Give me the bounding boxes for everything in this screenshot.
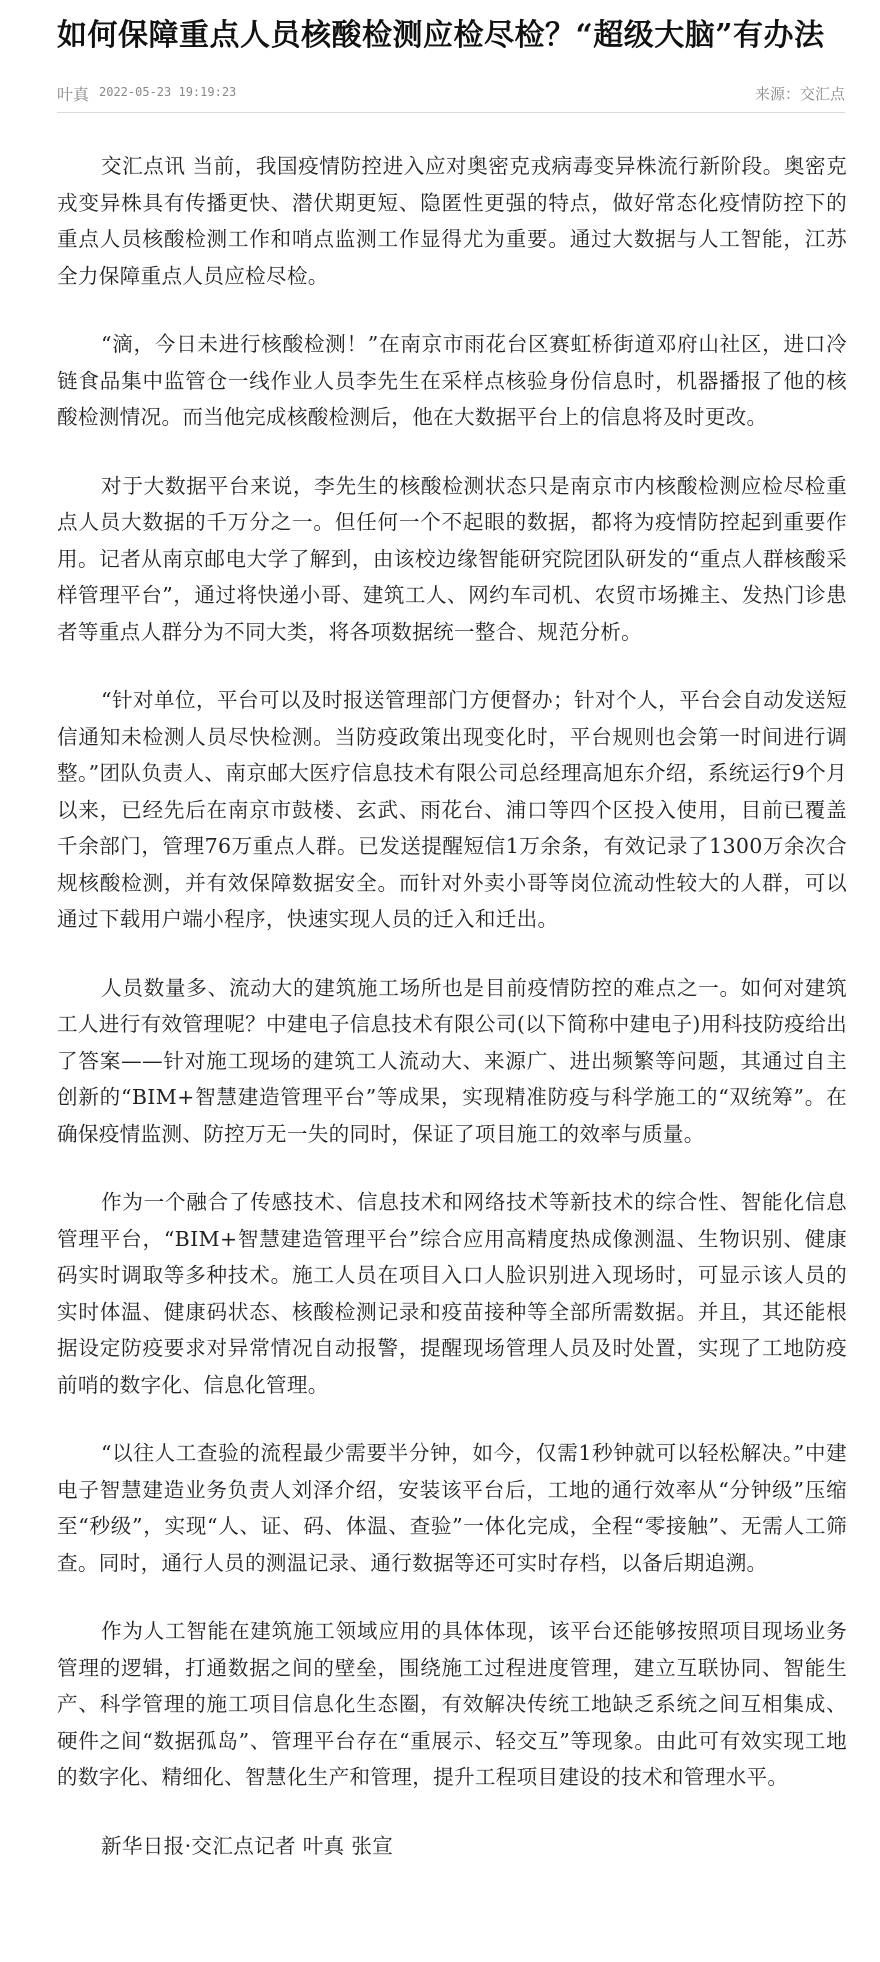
author-name: 叶真 [57,85,90,104]
paragraph: “滴，今日未进行核酸检测！”在南京市雨花台区赛虹桥街道邓府山社区，进口冷链食品集中监管仓一线作业人员李先生在采样点核验身份信息时，机器播报了他的核酸检测情况。而当他完成核酸检测后，他在大数据平台上的信息将及时更改。 [57,332,847,429]
paragraph: “针对单位，平台可以及时报送管理部门方便督办；针对个人，平台会自动发送短信通知未检测人员尽快检测。当防疫政策出现变化时，平台规则也会第一时间进行调整。”团队负责人、南京邮大医疗信息技术有限公司总经理高旭东介绍，系统运行9个月以来，已经先后在南京市鼓楼、玄武、雨花台、浦口等四个区投入使用，目前已覆盖千余部门，管理76万重点人群。已发送提醒短信1万余条，有效记录了1300万余次合规核酸检测，并有效保障数据安全。而针对外卖小哥等岗位流动性较大的人群，可以通过下载用户端小程序，快速实现人员的迁入和迁出。 [57,688,847,931]
paragraph: 作为人工智能在建筑施工领域应用的具体体现，该平台还能够按照项目现场业务管理的逻辑，打通数据之间的壁垒，围绕施工过程进度管理，建立互联协同、智能生产、科学管理的施工项目信息化生态圈，有效解决传统工地缺乏系统之间互相集成、硬件之间“数据孤岛”、管理平台存在“重展示、轻交互”等现象。由此可有效实现工地的数字化、精细化、智慧化生产和管理，提升工程项目建设的技术和管理水平。 [57,1619,847,1789]
paragraph: 对于大数据平台来说，李先生的核酸检测状态只是南京市内核酸检测应检尽检重点人员大数据的千万分之一。但任何一个不起眼的数据，都将为疫情防控起到重要作用。记者从南京邮电大学了解到，由该校边缘智能研究院团队研发的“重点人群核酸采样管理平台”，通过将快递小哥、建筑工人、网约车司机、农贸市场摊主、发热门诊患者等重点人群分为不同大类，将各项数据统一整合、规范分析。 [57,473,847,644]
article-byline: 新华日报·交汇点记者 叶真 张宣 [101,1833,394,1858]
paragraph: 交汇点讯 当前，我国疫情防控进入应对奥密克戎病毒变异株流行新阶段。奥密克戎变异株具有传播更快、潜伏期更短、隐匿性更强的特点，做好常态化疫情防控下的重点人员核酸检测工作和哨点监测工作显得尤为重要。通过大数据与人工智能，江苏全力保障重点人员应检尽检。 [57,154,847,288]
publish-datetime: 2022-05-23 19:19:23 [99,85,237,99]
paragraph: 作为一个融合了传感技术、信息技术和网络技术等新技术的综合性、智能化信息管理平台，“BIM+智慧建造管理平台”综合应用高精度热成像测温、生物识别、健康码实时调取等多种技术。施工人员在项目入口人脸识别进入现场时，可显示该人员的实时体温、健康码状态、核酸检测记录和疫苗接种等全部所需数据。并且，其还能根据设定防疫要求对异常情况自动报警，提醒现场管理人员及时处置，实现了工地防疫前哨的数字化、信息化管理。 [57,1190,847,1397]
article-meta [57,78,845,113]
paragraph: 人员数量多、流动大的建筑施工场所也是目前疫情防控的难点之一。如何对建筑工人进行有效管理呢？中建电子信息技术有限公司(以下简称中建电子)用科技防疫给出了答案——针对施工现场的建筑工人流动大、来源广、进出频繁等问题，其通过自主创新的“BIM+智慧建造管理平台”等成果，实现精准防疫与科学施工的“双统筹”。在确保疫情监测、防控万无一失的同时，保证了项目施工的效率与质量。 [57,975,847,1146]
article-body [57,148,847,1864]
article-title: 如何保障重点人员核酸检测应检尽检？“超级大脑”有办法 [57,18,825,53]
article-source: 来源：交汇点 [754,85,845,103]
paragraph: “以往人工查验的流程最少需要半分钟，如今，仅需1秒钟就可以轻松解决。”中建电子智慧建造业务负责人刘泽介绍，安装该平台后，工地的通行效率从“分钟级”压缩至“秒级”，实现“人、证、码、体温、查验”一体化完成，全程“零接触”、无需人工筛查。同时，通行人员的测温记录、通行数据等还可实时存档，以备后期追溯。 [57,1441,847,1575]
